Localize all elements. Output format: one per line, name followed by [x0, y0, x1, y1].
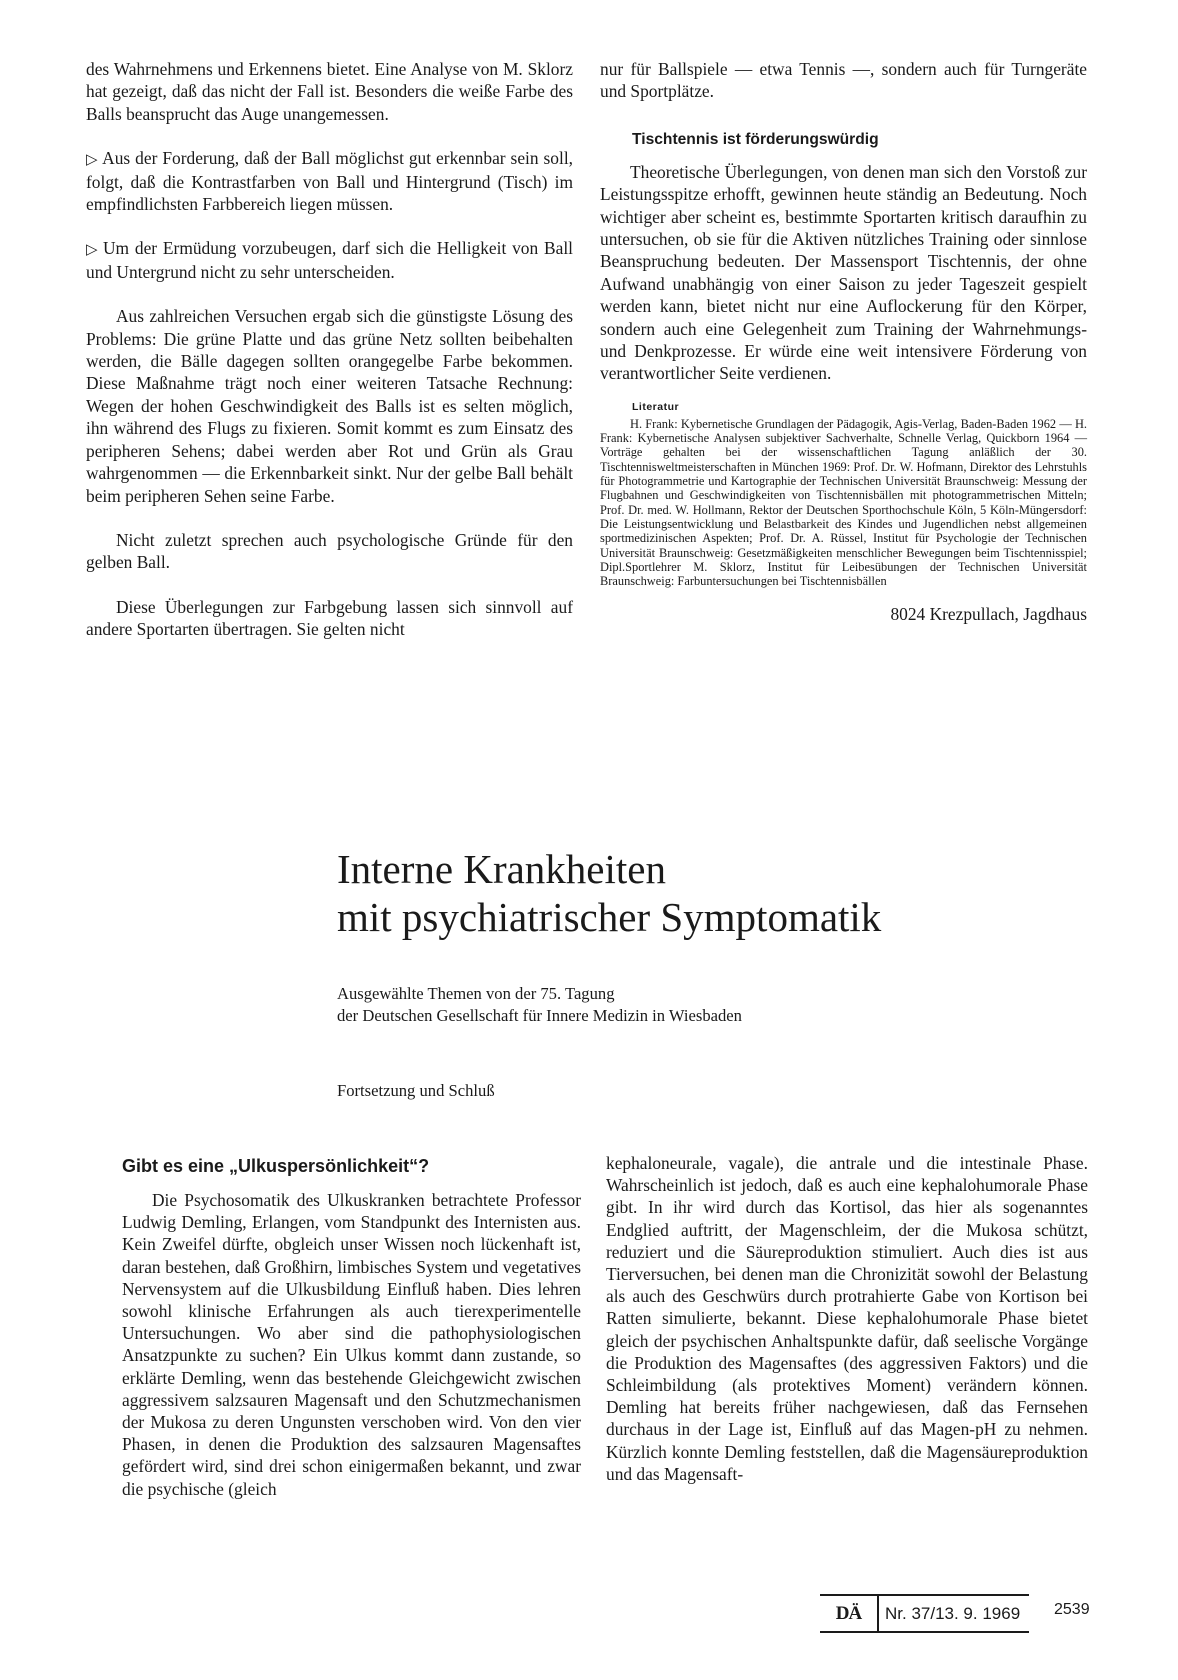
bullet-paragraph [86, 147, 573, 215]
paragraph: Theoretische Überlegungen, von denen man sich den Vorstoß zur Leistungsspitze erhofft, gewinnen heute ständig an Bedeutung. Noch wichtiger aber scheint es, bestimmte Sportarten kritisch daraufhin zu untersuchen, ob sie für die Aktiven nützliches Training oder sinnlose Beanspruchung bedeuten. Der Massensport Tischtennis, der ohne Aufwand unabhängig von einer Saison zu jeder Tageszeit gespielt werden kann, bietet nicht nur eine Auflockerung für den Körper, sondern auch eine Gelegenheit zum Training der Wahrnehmungs- und Denkprozesse. Er würde eine weit intensivere Förderung von verantwortlicher Seite verdienen. [600, 161, 1087, 384]
journal-footer [820, 1594, 1029, 1633]
issue-info: Nr. 37/13. 9. 1969 [885, 1603, 1021, 1623]
triangle-right-icon: ▷ [86, 240, 99, 259]
title-line: mit psychiatrischer Symptomatik [337, 894, 882, 940]
upper-right-column [600, 58, 1087, 625]
page-number: 2539 [1054, 1601, 1090, 1618]
triangle-right-icon: ▷ [86, 150, 99, 169]
continuation-note: Fortsetzung und Schluß [337, 1081, 495, 1100]
paragraph: des Wahrnehmens und Erkennens bietet. Eine Analyse von M. Sklorz hat gezeigt, daß das nicht der Fall ist. Besonders die weiße Farbe des Balls beansprucht das Auge unangemessen. [86, 59, 573, 124]
bullet-text: Aus der Forderung, daß der Ball möglichst gut erkennbar sein soll, folgt, daß die Kontrastfarben von Ball und Hintergrund (Tisch) im empfindlichsten Farbbereich liegen müssen. [86, 148, 574, 215]
lower-left-column [122, 1156, 581, 1500]
paragraph: Aus zahlreichen Versuchen ergab sich die günstigste Lösung des Problems: Die grüne Platte und das grüne Netz sollten beibehalten werden, die Bälle dagegen sollten orangegelbe Farbe bekommen. Diese Maßnahme trägt noch einer weiteren Tatsache Rechnung: Wegen der hohen Geschwindigkeit des Balls ist es selten möglich, ihn während des Flugs zu fixieren. Somit kommt es zum Einsatz des peripheren Sehens; dabei werden aber Rot und Grün als Grau wahrgenommen — die Erkennbarkeit sinkt. Nur der gelbe Ball behält beim peripheren Sehen seine Farbe. [86, 306, 573, 506]
upper-left-column [86, 58, 573, 641]
paragraph: Nicht zuletzt sprechen auch psychologische Gründe für den gelben Ball. [86, 529, 573, 573]
title-line: Interne Krankheiten [337, 846, 666, 892]
subtitle-line: der Deutschen Gesellschaft für Innere Medizin in Wiesbaden [337, 1006, 742, 1025]
article-subtitle [337, 983, 742, 1027]
literature-text: H. Frank: Kybernetische Grundlagen der Pädagogik, Agis-Verlag, Baden-Baden 1962 — H. Frank: Kybernetische Analysen subjektiver Sachverhalte, Schnelle Verlag, Quickborn 1964 — Vorträge gehalten bei der wissenschaftlichen Tagung anläßlich der 30. Tischtennisweltmeisterschaften in München 1969: Prof. Dr. W. Hofmann, Direktor des Lehrstuhls für Photogrammetrie und Kartographie der Technischen Universität Braunschweig: Messung der Flugbahnen und Geschwindigkeiten von Tischtennisbällen mit photogrammetrischen Mitteln; Prof. Dr. med. W. Hollmann, Rektor der Deutschen Sporthochschule Köln, 5 Köln-Müngersdorf: Die Leistungsentwicklung und Belastbarkeit des Kindes und Jugendlichen nebst allgemeinen sportmedizinischen Aspekten; Prof. Dr. A. Rüssel, Institut für Psychologie der Technischen Universität Braunschweig: Gesetzmäßigkeiten menschlicher Bewegungen beim Tischtennisspiel; Dipl.Sportlehrer M. Sklorz, Institut für Leibesübungen der Technischen Universität Braunschweig: Farbuntersuchungen bei Tischtennisbällen [600, 416, 1087, 589]
article-title [337, 845, 881, 941]
journal-logo: DÄ [820, 1596, 879, 1631]
literature-heading: Literatur [632, 400, 680, 413]
literature-block [600, 417, 1087, 589]
paragraph: nur für Ballspiele — etwa Tennis —, sondern auch für Turngeräte und Sportplätze. [600, 59, 1087, 102]
paragraph: Diese Überlegungen zur Farbgebung lassen sich sinnvoll auf andere Sportarten übertragen. Sie gelten nicht [86, 596, 573, 640]
section-heading: Tischtennis ist förderungswürdig [632, 130, 879, 148]
paragraph: kephaloneurale, vagale), die antrale und die intestinale Phase. Wahrscheinlich ist jedoch, daß es auch eine kephalohumorale Phase gibt. In ihr wird durch das Kortisol, das hier als sogenanntes Endglied auftritt, der Magenschleim, der die Mukosa schützt, reduziert und die Säureproduktion stimuliert. Auch dies ist aus Tierversuchen, bei denen man die Chronizität sowohl der Belastung als auch des Geschwürs durch protrahierte Gabe von Kortison bei Ratten simulierte, bekannt. Diese kephalohumorale Phase bietet gleich der psychischen Anhaltspunkte dafür, daß seelische Vorgänge die Produktion des Magensaftes (des aggressiven Faktors) und die Schleimbildung (als protektives Moment) verändern können. Demling hat bereits früher nachgewiesen, daß das Fernsehen durchaus in der Lage ist, Einfluß auf das Magen-pH zu nehmen. Kürzlich konnte Demling feststellen, daß die Magensäureproduktion und das Magensaft- [606, 1153, 1088, 1484]
author-address: 8024 Krezpullach, Jagdhaus [890, 604, 1087, 625]
bullet-paragraph [86, 237, 573, 283]
subtitle-line: Ausgewählte Themen von der 75. Tagung [337, 984, 615, 1003]
lower-right-column [606, 1152, 1088, 1485]
section-heading: Gibt es eine „Ulkuspersönlichkeit“? [122, 1156, 430, 1176]
bullet-text: Um der Ermüdung vorzubeugen, darf sich die Helligkeit von Ball und Untergrund nicht zu sehr unterscheiden. [86, 238, 573, 282]
paragraph: Die Psychosomatik des Ulkuskranken betrachtete Professor Ludwig Demling, Erlangen, vom Standpunkt des Internisten aus. Kein Zweifel dürfte, obgleich unser Wissen noch lückenhaft ist, daran bestehen, daß Großhirn, limbisches System und vegetatives Nervensystem auf die Ulkusbildung Einfluß haben. Dies lehren sowohl klinische Erfahrungen als auch tierexperimentelle Untersuchungen. Wo aber sind die pathophysiologischen Ansatzpunkte zu suchen? Ein Ulkus kommt dann zustande, so erklärte Demling, wenn das bestehende Gleichgewicht zwischen aggressivem salzsauren Magensaft und den Schutzmechanismen der Mukosa zu deren Ungunsten verschoben wird. Von den vier Phasen, in denen die Produktion des salzsauren Magensaftes gefördert wird, sind drei schon einigermaßen bekannt, und zwar die psychische (gleich [122, 1190, 581, 1499]
